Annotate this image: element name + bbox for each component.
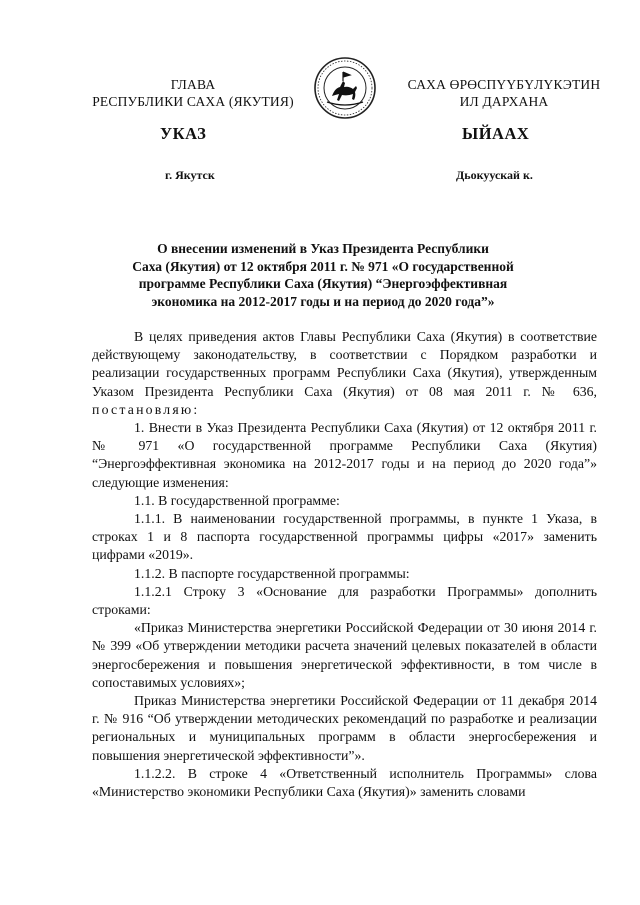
coat-of-arms-emblem <box>313 56 377 120</box>
decree-title <box>118 240 528 310</box>
issuer-yakut-line2: ИЛ ДАРХАНА <box>459 94 549 109</box>
issuer-yakut <box>384 76 624 110</box>
title-line-3: программе Республики Саха (Якутия) “Энергоэффективная <box>138 276 508 291</box>
decree-body <box>92 328 597 801</box>
doc-type-yakut: ЫЙААХ <box>462 124 530 143</box>
paragraph-item-1: 1. Внести в Указ Президента Республики Саха (Якутия) от 12 октября 2011 г. № 971 «О государственной программе Республики Саха (Якутия) “Энергоэффективная экономика на 2012-2017 годы и на период до 2020 года”» следующие изменения: <box>92 420 597 490</box>
title-line-2: Саха (Якутия) от 12 октября 2011 г. № 971 «О государственной <box>132 258 514 274</box>
paragraph-item-1-1-2-1: 1.1.2.1 Строку 3 «Основание для разработки Программы» дополнить строками: <box>92 583 597 618</box>
paragraph-order-399: «Приказ Министерства энергетики Российской Федерации от 30 июня 2014 г. № 399 «Об утверждении методики расчета значений целевых показателей в области энергосбережения и повышения энергетической эффективности, в том числе в сопоставимых условиях»; <box>92 620 597 690</box>
paragraph-item-1-1-2-2: 1.1.2.2. В строке 4 «Ответственный исполнитель Программы» слова «Министерство экономики Республики Саха (Якутия)» заменить словами <box>92 765 597 800</box>
paragraph-item-1-1-1: 1.1.1. В наименовании государственной программы, в пункте 1 Указа, в строках 1 и 8 паспорта государственной программы цифры «2017» заменить цифрами «2019». <box>92 511 597 563</box>
postanovlyayu: постановляю: <box>92 401 200 417</box>
issuer-russian-line1: ГЛАВА <box>170 77 216 92</box>
city-yakut: Дьокуускай к. <box>456 168 533 182</box>
issuer-russian <box>78 76 308 110</box>
paragraph-item-1-1: 1.1. В государственной программе: <box>134 492 340 508</box>
doc-type-russian: УКАЗ <box>160 124 207 143</box>
title-line-4: экономика на 2012-2017 годы и на период до 2020 года”» <box>151 293 495 309</box>
paragraph-item-1-1-2: 1.1.2. В паспорте государственной программы: <box>134 565 410 581</box>
paragraph-order-916: Приказ Министерства энергетики Российской Федерации от 11 декабря 2014 г. № 916 “Об утверждении методических рекомендаций по разработке и реализации региональных и муниципальных программ в области энергосбережения и повышения энергетической эффективности”». <box>92 693 597 763</box>
paragraph-preamble <box>92 328 597 419</box>
title-line-1: О внесении изменений в Указ Президента Республики <box>157 241 489 256</box>
preamble-text: В целях приведения актов Главы Республики Саха (Якутия) в соответствие действующему законодательству, в соответствии с Порядком разработки и реализации государственных программ Республики Саха (Якутия), утвержденным Указом Президента Республики Саха (Якутия) от 08 мая 2011 г. № 636, <box>92 329 597 399</box>
issuer-yakut-line1: САХА ӨРӨСПҮҮБҮЛҮКЭТИН <box>407 77 601 92</box>
issuer-russian-line2: РЕСПУБЛИКИ САХА (ЯКУТИЯ) <box>92 94 294 109</box>
city-russian: г. Якутск <box>165 168 215 182</box>
